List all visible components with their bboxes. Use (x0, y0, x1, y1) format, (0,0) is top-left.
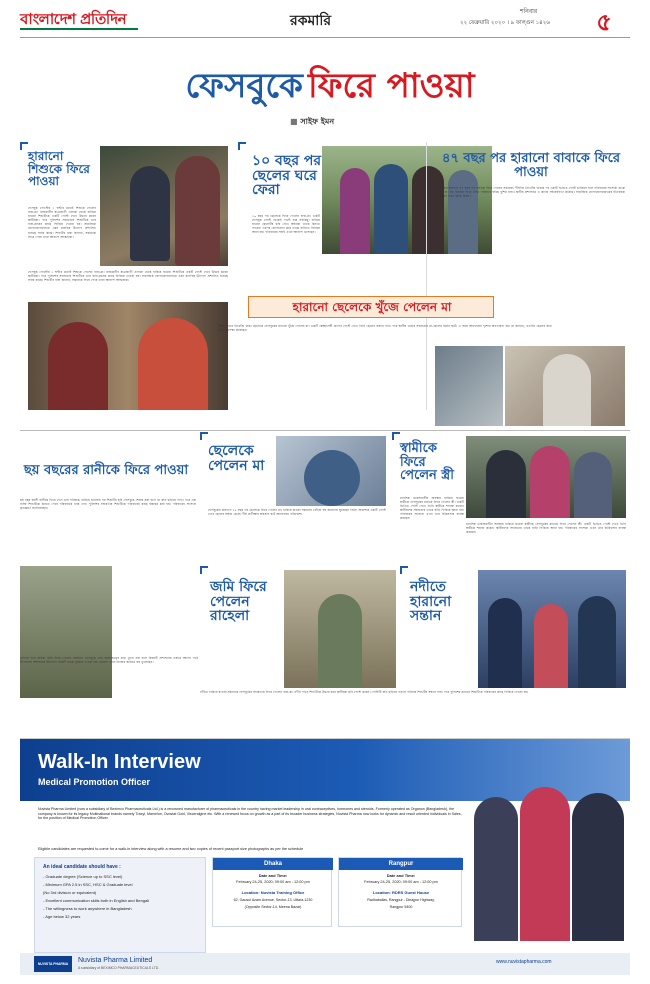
dt-value: February 24-25, 2020; 09:00 am - 12:00 pm (236, 880, 310, 884)
dt-label: Date and Time: (386, 873, 416, 878)
story-photo (276, 436, 386, 506)
newspaper-logo (20, 8, 170, 28)
company-logo (34, 956, 72, 972)
story-rahela-land (200, 566, 400, 686)
photo-figure (138, 318, 208, 410)
ad-title: Walk-In Interview (38, 751, 201, 773)
location-label: Location: RDRS Guest House (372, 890, 430, 895)
section-divider (20, 430, 630, 431)
person-figure (572, 793, 624, 941)
story-title: নদীতে হারানো সন্তান (410, 579, 452, 625)
photo-figure (488, 598, 522, 688)
ad-footer (20, 953, 630, 975)
photo-figure (374, 164, 408, 254)
city-label: Dhaka (213, 858, 333, 870)
dt-label: Date and Time: (258, 873, 288, 878)
story-title: ছেলেকে পেলেন মা (208, 443, 265, 474)
masthead (0, 0, 650, 46)
story-son-to-mother (200, 432, 390, 562)
issue-day: শনিবার (520, 8, 538, 15)
photo-figure (304, 450, 360, 506)
ideal-item: (No 3rd division or equivalent) (43, 890, 97, 895)
photo-figure (48, 322, 108, 410)
ideal-item: - Excellent communication skills both in English and Bengali (43, 898, 150, 903)
photo-figure (318, 594, 362, 688)
logo-text: বাংলাদেশ প্রতিদিন (20, 10, 127, 28)
story-photo (478, 570, 626, 688)
story-title: স্বামীকে ফিরে পেলেন স্ত্রী (400, 441, 454, 484)
ad-rangpur-box (338, 857, 462, 927)
story-frame (200, 566, 208, 574)
story-husband-wife (392, 432, 630, 562)
story-title: ছয় বছরের রানীকে ফিরে পাওয়া (23, 463, 189, 478)
byline (290, 116, 334, 129)
photo-figure (578, 596, 616, 688)
job-ad (20, 738, 630, 984)
location-label: Location: Nuvista Training Office (241, 890, 305, 895)
photo-figure (534, 604, 568, 688)
story-text: ফেসবুকের কল্যাণে ১৫ বছর পর ছেলেকে ফিরে পেলেন মা। হারিয়ে যাওয়া সন্তানের খোঁজে বহু জায়গায় ঘুরেছেন তিনি। অবশেষে একটি পোস্ট দেখে ছেলের সন্ধান মেলে। দীর্ঘ প্রতীক্ষার অবসান ঘটে আবেগঘন পরিবেশে। (208, 508, 386, 517)
photo-figure (130, 166, 170, 261)
story-frame (200, 432, 208, 440)
main-headline (130, 60, 530, 110)
person-figure (520, 787, 570, 941)
story-text-cont: ফেসবুক পোস্টের ১ ঘণ্টার মধ্যেই শিশুকে পেলেন বাবা-মা। রাজধানীর যাত্রাবাড়ী এলাকা থেকে হারিয়ে যাওয়া শিশুটিকে একটি পোস্ট দেখে উদ্ধার করেন স্থানীয়রা। পরে পুলিশের সহায়তায় শিশুটিকে তার বাবা-মায়ের কাছে ফিরিয়ে দেওয়া হয়। সামাজিক যোগাযোগমাধ্যমে এমন মানবিক উদ্যোগ প্রশংসিত হয়েছে সবার কাছে। শিশুটির বাবা জানান, সন্তানকে ফিরে পেয়ে তারা আনন্দে আত্মহারা। (28, 270, 228, 283)
photo-figure (530, 446, 570, 518)
story-text: ফেসবুকের কল্যাণে ৪৭ বছর পর বাবাকে ফিরে পেলেন সন্তানরা। দীর্ঘদিন নিখোঁজ থাকার পর একটি ভিডিও পোস্ট ভাইরাল হলে পরিবারের সদস্যরা তাকে খুঁজে পান। বৃদ্ধ বাবাকে ফিরে পেয়ে পরিবারে বইছে খুশির বন্যা। স্থানীয় প্রশাসনও এ কাজে সহযোগিতা করেছে। সামাজিক যোগাযোগমাধ্যমের ইতিবাচক ব্যবহারের এমন দৃষ্টান্ত বিরল। (435, 186, 625, 199)
story-title: হারানো ছেলেকে খুঁজে পেলেন মা (292, 300, 452, 314)
story-title: ১০ বছর পর ছেলের ঘরে ফেরা (252, 153, 322, 199)
person-figure (474, 797, 518, 941)
story-lost-child (20, 142, 230, 410)
company-subsidiary: A subsidiary of BEXIMCO PHARMACEUTICALS LTD. (78, 966, 160, 970)
ad-ideal-box (34, 857, 206, 953)
story-frame (20, 142, 28, 150)
story-son-home (238, 142, 418, 292)
story-text: মানসিক ভারসাম্যহীন অবস্থায় হারিয়ে যাওয়া স্বামীকে ফেসবুকের মাধ্যমে ফিরে পেলেন স্ত্রী। একটি ভিডিও পোস্ট দেখে তিনি স্বামীকে শনাক্ত করেন। স্থানীয়দের সহায়তায় তাকে বাড়ি ফিরিয়ে আনা হয়। পরিবারের সদস্যরা এখন তার চিকিৎসার ব্যবস্থা করছেন। (400, 496, 464, 521)
photo-figure (175, 156, 220, 266)
story-title: জমি ফিরে পেলেন রাহেলা (210, 579, 267, 625)
story-frame (238, 142, 246, 150)
story-text: দীর্ঘদিন ধরে নিখোঁজ থাকা ছেলেকে ফেসবুকের মাধ্যমে খুঁজে পেলেন মা। একটি স্বেচ্ছাসেবী গ্রুপের পোস্ট দেখে তিনি ছেলের সন্ধান পান। পরে স্থানীয় থানার সহায়তায় মা-ছেলের মিলন ঘটে। এ সময় আবেগঘন দৃশ্যের অবতারণা হয়। মা জানান, এতদিন ছেলের জন্য তিনি অপেক্ষা করেছেন। (218, 324, 552, 333)
story-river-child (400, 566, 630, 686)
page-number: ৫ (596, 8, 612, 36)
story-photo (466, 436, 626, 518)
ideal-item: - The willingness to work anywhere in Bangladesh (43, 906, 132, 911)
story-text-cont: মানসিক ভারসাম্যহীন অবস্থায় হারিয়ে যাওয়া স্বামীকে ফেসবুকের মাধ্যমে ফিরে পেলেন স্ত্রী। একটি ভিডিও পোস্ট দেখে তিনি স্বামীকে শনাক্ত করেন। স্থানীয়দের সহায়তায় তাকে বাড়ি ফিরিয়ে আনা হয়। পরিবারের সদস্যরা এখন তার চিকিৎসার ব্যবস্থা করছেন। (466, 522, 626, 535)
photo-figure (486, 450, 526, 518)
address: Radhaballav, Rangpur - Dinajpur Highway, (367, 898, 435, 902)
photo-figure (574, 452, 612, 518)
photo-figure (340, 168, 370, 254)
ideal-item: - Age below 32 years (43, 914, 81, 919)
address: 62, Gausul Azam Avenue, Sector-13, Uttara-1230 (233, 898, 313, 902)
headline-red: ফিরে পাওয়া (307, 66, 475, 106)
ideal-item: - Graduate degree (Science up to SSC level) (43, 874, 123, 879)
headline-black: ফেসবুকে (185, 66, 303, 106)
story-title-box (248, 296, 494, 318)
dt-value: February 24-25, 2020; 09:00 am - 12:00 pm (364, 880, 438, 884)
ad-subtitle: Medical Promotion Officer (38, 777, 151, 787)
ad-dhaka-box (212, 857, 332, 927)
byline-name: সাইফ ইমন (300, 117, 335, 126)
ideal-item: - Minimum GPA 2.5 in SSC, HSC & Graduate level (43, 882, 133, 887)
story-title: হারানো শিশুকে ফিরে পাওয়া (28, 149, 90, 189)
company-name: Nuvista Pharma Limited (78, 957, 153, 964)
story-text: ফেসবুক পোস্টের ১ ঘণ্টার মধ্যেই শিশুকে পেলেন বাবা-মা। রাজধানীর যাত্রাবাড়ী এলাকা থেকে হারিয়ে যাওয়া শিশুটিকে একটি পোস্ট দেখে উদ্ধার করেন স্থানীয়রা। পরে পুলিশের সহায়তায় শিশুটিকে তার বাবা-মায়ের কাছে ফিরিয়ে দেওয়া হয়। সামাজিক যোগাযোগমাধ্যমে এমন মানবিক উদ্যোগ প্রশংসিত হয়েছে সবার কাছে। শিশুটির বাবা জানান, সন্তানকে ফিরে পেয়ে তারা আনন্দে আত্মহারা। (28, 206, 96, 239)
logo-underline (20, 28, 138, 30)
story-frame (392, 432, 400, 440)
story-mother-son (218, 296, 552, 432)
company-website: www.nuvistapharma.com (496, 959, 552, 965)
ad-intro: Nuvista Pharma Limited (now a subsidiary of Beximco Pharmaceuticals Ltd.) is a renowned manufacturer of pharmaceuticals in the country having market leadership in oral contraceptives, hormones and steroids. Formerly operated as Organon (Bangladesh), the company is known for its legacy Multinational brands namely Traxyl, Marvelon, Ovostat Gold, Visceralgine etc. With a renewed focus on growth as a part of its broader business strategies, Nuvista Pharma now looks for dynamic and result oriented individuals in Sales, for the position of Medical Promotion Officer. (38, 807, 462, 821)
story-photo (100, 146, 228, 266)
story-title: ৪৭ বছর পর হারানো বাবাকে ফিরে পাওয়া (442, 151, 620, 180)
ad-people-photo (466, 757, 630, 941)
city-label: Rangpur (339, 858, 463, 870)
address-2: (Opposite Sector-14, Meena Bazar) (244, 905, 302, 909)
story-photo-large (28, 302, 228, 410)
story-text: ছয় বছর বয়সী রানীকে ফিরে পেল তার পরিবার। হারিয়ে যাওয়ার পর শিশুটির ছবি ফেসবুকে শেয়ার করা হলে তা দ্রুত ছড়িয়ে পড়ে। পরে এক ব্যক্তি শিশুটিকে চিনতে পেরে পরিবারকে খবর দেন। পুলিশের সহায়তায় শিশুটিকে পরিবারের কাছে হস্তান্তর করা হয়। পরিবারের সদস্যরা কৃতজ্ঞতা জানিয়েছেন। (20, 498, 196, 511)
story-photo (284, 570, 396, 688)
story-text: ১০ বছর পর ছেলেকে ফিরে পেলেন বাবা-মা। একটি ফেসবুক পোস্ট থেকেই পাল্টে যায় সবকিছু। হারিয়ে যাওয়া ছেলেটির ছবি দেখে স্বজনরা তাকে চিনতে পারেন। এরপর যোগাযোগ করে তাকে বাড়িতে ফিরিয়ে আনা হয়। পরিবারের সবাই এখন আনন্দে ভাসছেন। (252, 214, 320, 235)
bottom-story-text: বেদখল হয়ে যাওয়া জমি ফিরে পেলেন রাহেলা। ফেসবুকে তার অসহায়ত্বের কথা তুলে ধরা হলে বিষয়টি প্রশাসনের নজরে আসে। পরে উপজেলা প্রশাসনের উদ্যোগে জমিটি তাকে বুঝিয়ে দেওয়া হয়। রাহেলা এখন নিজের জমিতে ঘর তুলেছেন। (20, 656, 198, 665)
byline-bullet: ■ (290, 117, 301, 126)
story-frame (400, 566, 408, 574)
ad-eligible: Eligible candidates are requested to come for a walk-in interview along with a resume and two copies of recent passport size photographs as per the schedule (38, 847, 304, 851)
address-2: Rangpur 5400 (389, 905, 413, 909)
logo-text: NUVISTA PHARMA (37, 962, 69, 966)
masthead-rule (20, 37, 630, 38)
ideal-title: An ideal candidate should have : (43, 864, 121, 870)
section-name: রকমারি (290, 13, 332, 29)
issue-date: ২২ ফেব্রুয়ারি ২০২০ । ৯ ফাল্গুন ১৪২৬ (460, 20, 550, 26)
bottom-story-text-2: নদীতে হারিয়ে যাওয়া সন্তানকে ফেসবুকের সহায়তায় ফিরে পেলেন বাবা-মা। নদীর পাড়ে শিশুটিকে উদ্ধার করে স্থানীয়রা ছবি পোস্ট করেন। পোস্টটি দ্রুত ছড়িয়ে পড়লে পরিবার শিশুটির সন্ধান পায়। পরে পুলিশের মাধ্যমে শিশুটিকে পরিবারের কাছে ফিরিয়ে দেওয়া হয়। (200, 690, 529, 694)
